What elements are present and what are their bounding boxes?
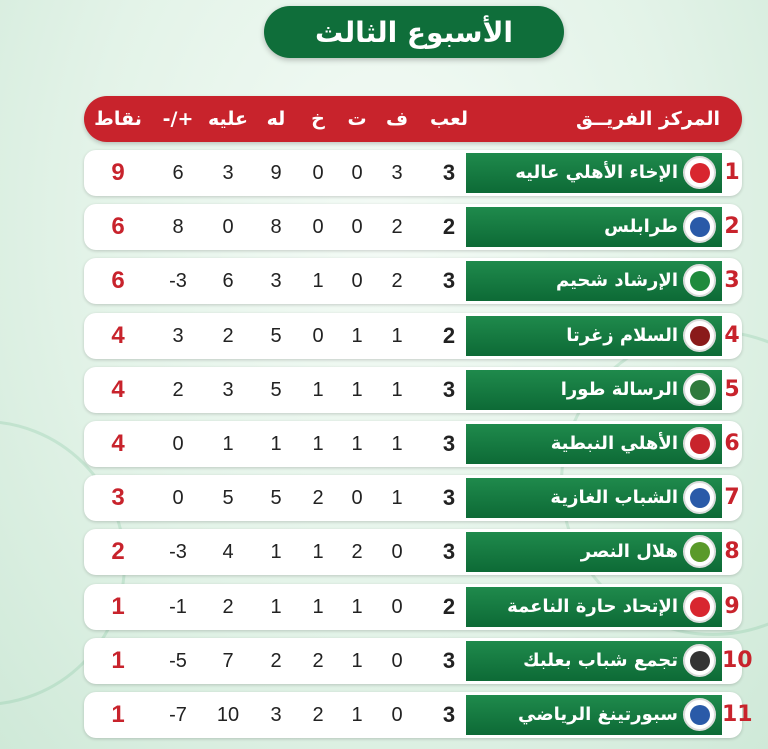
points-cell: 1 — [111, 593, 125, 620]
rank-cell: 4 — [724, 323, 740, 348]
goals-for-cell: 2 — [270, 650, 282, 672]
team-name: الشباب الغازية — [550, 487, 678, 508]
won-cell: 1 — [391, 325, 403, 347]
logo-emblem — [690, 705, 710, 725]
header-rank-team: المركز الفريــق — [575, 108, 721, 130]
lost-cell: 1 — [312, 270, 324, 292]
lost-cell: 0 — [312, 216, 324, 238]
team-name: الإخاء الأهلي عاليه — [515, 162, 678, 183]
draw-cell: 1 — [351, 325, 363, 347]
team-cell — [466, 316, 722, 356]
sporting-logo — [683, 698, 716, 731]
played-cell: 3 — [442, 377, 456, 402]
team-cell — [466, 153, 722, 193]
rank-cell: 11 — [722, 702, 753, 727]
goals-against-cell: 6 — [222, 270, 234, 292]
won-cell: 1 — [391, 487, 403, 509]
team-cell — [466, 532, 722, 572]
goals-for-cell: 1 — [270, 596, 282, 618]
goal-diff-cell: 2 — [172, 379, 184, 401]
rank-cell: 1 — [724, 160, 740, 185]
team-name: طرابلس — [604, 216, 678, 237]
goal-diff-cell: 0 — [172, 433, 184, 455]
played-cell: 3 — [442, 160, 456, 185]
goal-diff-cell: -3 — [169, 270, 187, 292]
title-banner — [264, 6, 564, 58]
irshad-chehim-logo — [683, 264, 716, 297]
logo-emblem — [690, 163, 710, 183]
table-row — [84, 313, 742, 359]
draw-cell: 0 — [351, 162, 363, 184]
rank-cell: 8 — [724, 539, 740, 564]
tripoli-logo — [683, 210, 716, 243]
lost-cell: 1 — [312, 379, 324, 401]
won-cell: 0 — [391, 704, 403, 726]
table-row — [84, 204, 742, 250]
lost-cell: 2 — [312, 487, 324, 509]
logo-emblem — [690, 651, 710, 671]
points-cell: 2 — [111, 538, 125, 565]
draw-cell: 0 — [351, 216, 363, 238]
goals-against-cell: 2 — [222, 325, 234, 347]
hilal-nasr-logo — [683, 535, 716, 568]
table-row — [84, 692, 753, 738]
goals-for-cell: 5 — [270, 325, 282, 347]
logo-emblem — [690, 271, 710, 291]
draw-cell: 1 — [351, 433, 363, 455]
table-row — [84, 475, 742, 521]
team-name: تجمع شباب بعلبك — [523, 650, 678, 671]
played-cell: 2 — [442, 594, 456, 619]
team-cell — [466, 641, 722, 681]
page-title: الأسبوع الثالث — [314, 15, 514, 49]
header-draw: ت — [347, 108, 367, 130]
header-goals-against: عليه — [207, 108, 248, 130]
team-name: الأهلي النبطية — [550, 433, 678, 454]
goals-for-cell: 8 — [270, 216, 282, 238]
logo-emblem — [690, 434, 710, 454]
table-row — [84, 421, 742, 467]
points-cell: 6 — [111, 213, 125, 240]
team-cell — [466, 261, 722, 301]
team-cell — [466, 695, 722, 735]
draw-cell: 0 — [351, 270, 363, 292]
team-name: سبورتينغ الرياضي — [518, 704, 678, 725]
lost-cell: 2 — [312, 704, 324, 726]
logo-emblem — [690, 380, 710, 400]
played-cell: 3 — [442, 539, 456, 564]
rank-cell: 2 — [724, 214, 740, 239]
lost-cell: 0 — [312, 162, 324, 184]
goals-for-cell: 3 — [270, 270, 282, 292]
team-cell — [466, 424, 722, 464]
points-cell: 4 — [111, 322, 125, 349]
goals-against-cell: 2 — [222, 596, 234, 618]
played-cell: 2 — [442, 214, 456, 239]
goal-diff-cell: -7 — [169, 704, 187, 726]
header-played: لعب — [430, 108, 468, 130]
rank-cell: 3 — [724, 268, 740, 293]
logo-emblem — [690, 597, 710, 617]
goals-against-cell: 3 — [222, 162, 234, 184]
ittihad-naameh-logo — [683, 590, 716, 623]
ahli-nabatieh-logo — [683, 427, 716, 460]
played-cell: 3 — [442, 648, 456, 673]
team-cell — [466, 207, 722, 247]
played-cell: 3 — [442, 485, 456, 510]
played-cell: 3 — [442, 702, 456, 727]
won-cell: 0 — [391, 596, 403, 618]
team-name: الإرشاد شحيم — [555, 270, 678, 291]
team-name: الرسالة طورا — [560, 379, 678, 400]
won-cell: 1 — [391, 433, 403, 455]
salam-zgharta-logo — [683, 319, 716, 352]
al-ikhaa-ahli-aley-logo — [683, 156, 716, 189]
goals-for-cell: 9 — [270, 162, 282, 184]
draw-cell: 1 — [351, 596, 363, 618]
goals-against-cell: 10 — [216, 704, 240, 726]
lost-cell: 1 — [312, 596, 324, 618]
rank-cell: 5 — [724, 377, 740, 402]
goals-against-cell: 1 — [222, 433, 234, 455]
goal-diff-cell: 0 — [172, 487, 184, 509]
header-points: نقاط — [94, 108, 142, 130]
rank-cell: 10 — [722, 648, 753, 673]
table-row — [84, 529, 742, 575]
draw-cell: 1 — [351, 379, 363, 401]
played-cell: 3 — [442, 268, 456, 293]
header-goal-diff: +/- — [162, 108, 194, 130]
won-cell: 0 — [391, 541, 403, 563]
goal-diff-cell: 6 — [172, 162, 184, 184]
draw-cell: 1 — [351, 704, 363, 726]
goal-diff-cell: 3 — [172, 325, 184, 347]
table-row — [84, 150, 742, 196]
lost-cell: 1 — [312, 433, 324, 455]
goal-diff-cell: 8 — [172, 216, 184, 238]
rank-cell: 6 — [724, 431, 740, 456]
won-cell: 1 — [391, 379, 403, 401]
lost-cell: 0 — [312, 325, 324, 347]
table-header — [84, 96, 742, 142]
logo-emblem — [690, 326, 710, 346]
won-cell: 2 — [391, 270, 403, 292]
goals-for-cell: 1 — [270, 541, 282, 563]
goal-diff-cell: -5 — [169, 650, 187, 672]
draw-cell: 0 — [351, 487, 363, 509]
table-row — [84, 584, 742, 630]
won-cell: 0 — [391, 650, 403, 672]
lost-cell: 1 — [312, 541, 324, 563]
team-cell — [466, 478, 722, 518]
table-row — [84, 367, 742, 413]
goals-against-cell: 0 — [222, 216, 234, 238]
table-row — [84, 258, 742, 304]
table-row — [84, 638, 753, 684]
rank-cell: 7 — [724, 485, 740, 510]
shabab-baalbek-logo — [683, 644, 716, 677]
goals-for-cell: 5 — [270, 379, 282, 401]
goal-diff-cell: -1 — [169, 596, 187, 618]
points-cell: 1 — [111, 647, 125, 674]
team-cell — [466, 587, 722, 627]
team-name: السلام زغرتا — [566, 325, 678, 346]
header-won: ف — [385, 108, 409, 130]
risala-toura-logo — [683, 373, 716, 406]
logo-emblem — [690, 542, 710, 562]
logo-emblem — [690, 217, 710, 237]
draw-cell: 1 — [351, 650, 363, 672]
goal-diff-cell: -3 — [169, 541, 187, 563]
draw-cell: 2 — [351, 541, 363, 563]
played-cell: 3 — [442, 431, 456, 456]
logo-emblem — [690, 488, 710, 508]
goals-against-cell: 5 — [222, 487, 234, 509]
points-cell: 6 — [111, 267, 125, 294]
goals-against-cell: 4 — [222, 541, 234, 563]
header-lost: خ — [311, 108, 325, 130]
lost-cell: 2 — [312, 650, 324, 672]
goals-for-cell: 3 — [270, 704, 282, 726]
points-cell: 3 — [111, 484, 125, 511]
goals-against-cell: 3 — [222, 379, 234, 401]
goals-against-cell: 7 — [222, 650, 234, 672]
points-cell: 9 — [111, 159, 125, 186]
played-cell: 2 — [442, 323, 456, 348]
won-cell: 2 — [391, 216, 403, 238]
points-cell: 4 — [111, 430, 125, 457]
team-name: الإتحاد حارة الناعمة — [507, 596, 678, 617]
rank-cell: 9 — [724, 594, 740, 619]
goals-for-cell: 5 — [270, 487, 282, 509]
header-goals-for: له — [266, 108, 286, 130]
shabab-ghazieh-logo — [683, 481, 716, 514]
won-cell: 3 — [391, 162, 403, 184]
team-cell — [466, 370, 722, 410]
points-cell: 1 — [111, 701, 125, 728]
team-name: هلال النصر — [580, 541, 678, 562]
points-cell: 4 — [111, 376, 125, 403]
goals-for-cell: 1 — [270, 433, 282, 455]
